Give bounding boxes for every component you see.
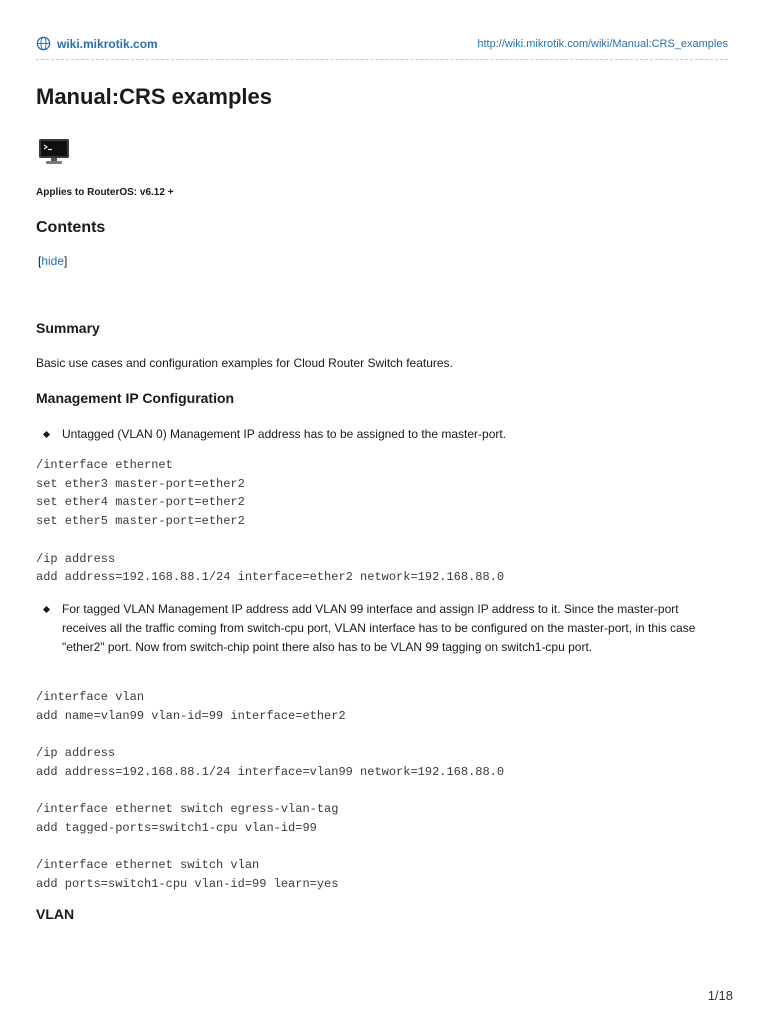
header-divider bbox=[36, 59, 728, 60]
summary-heading: Summary bbox=[36, 320, 100, 336]
code-block: /interface ethernet set ether3 master-port=ether2 set ether4 master-port=ether2 set ether5 master-port=ether2 /ip address add address=192.168.88.1/24 interface=ether2 network=192.168.88.0 bbox=[36, 458, 505, 585]
bracket-open: [ bbox=[38, 254, 42, 268]
site-link[interactable] bbox=[36, 36, 158, 51]
page-title: Manual:CRS examples bbox=[36, 84, 272, 109]
page-url-link[interactable]: http://wiki.mikrotik.com/wiki/Manual:CRS_examples bbox=[477, 38, 728, 50]
code-block: /interface vlan add name=vlan99 vlan-id=99 interface=ether2 /ip address add address=192.168.88.1/24 interface=vlan99 network=192.168.88.0 /interface ethernet switch egress-vlan-tag add tagged-ports=switch1-cpu vlan-id=99 /interface ethernet switch vlan add ports=switch1-cpu vlan-id=99 learn=yes bbox=[36, 690, 505, 892]
list-item bbox=[44, 425, 704, 444]
bullet-diamond-icon bbox=[43, 431, 50, 438]
terminal-icon bbox=[38, 138, 70, 166]
globe-icon bbox=[36, 36, 51, 51]
site-name: wiki.mikrotik.com bbox=[57, 36, 158, 51]
bullet-text: For tagged VLAN Management IP address add VLAN 99 interface and assign IP address to it. Since the master-port receives all the traffic coming from switch-cpu port, VLAN interface has to be configured on the master-port, in this case "ether2" port. Now from switch-chip point there also has to be VLAN 99 tagging on switch1-cpu port. bbox=[62, 602, 696, 654]
page-number: 1/18 bbox=[707, 988, 733, 1003]
summary-text: Basic use cases and configuration examples for Cloud Router Switch features. bbox=[36, 356, 453, 370]
management-ip-heading: Management IP Configuration bbox=[36, 390, 235, 406]
contents-toggle bbox=[38, 254, 67, 268]
page-header bbox=[36, 34, 728, 60]
hide-contents-link[interactable]: hide bbox=[41, 254, 65, 268]
bullet-text: Untagged (VLAN 0) Management IP address has to be assigned to the master-port. bbox=[62, 427, 507, 441]
list-item bbox=[44, 600, 704, 657]
contents-heading: Contents bbox=[36, 219, 106, 236]
bracket-close: ] bbox=[64, 254, 68, 268]
applies-to-label: Applies to RouterOS: v6.12 + bbox=[36, 187, 174, 198]
bullet-diamond-icon bbox=[43, 606, 50, 613]
vlan-heading: VLAN bbox=[36, 906, 75, 922]
